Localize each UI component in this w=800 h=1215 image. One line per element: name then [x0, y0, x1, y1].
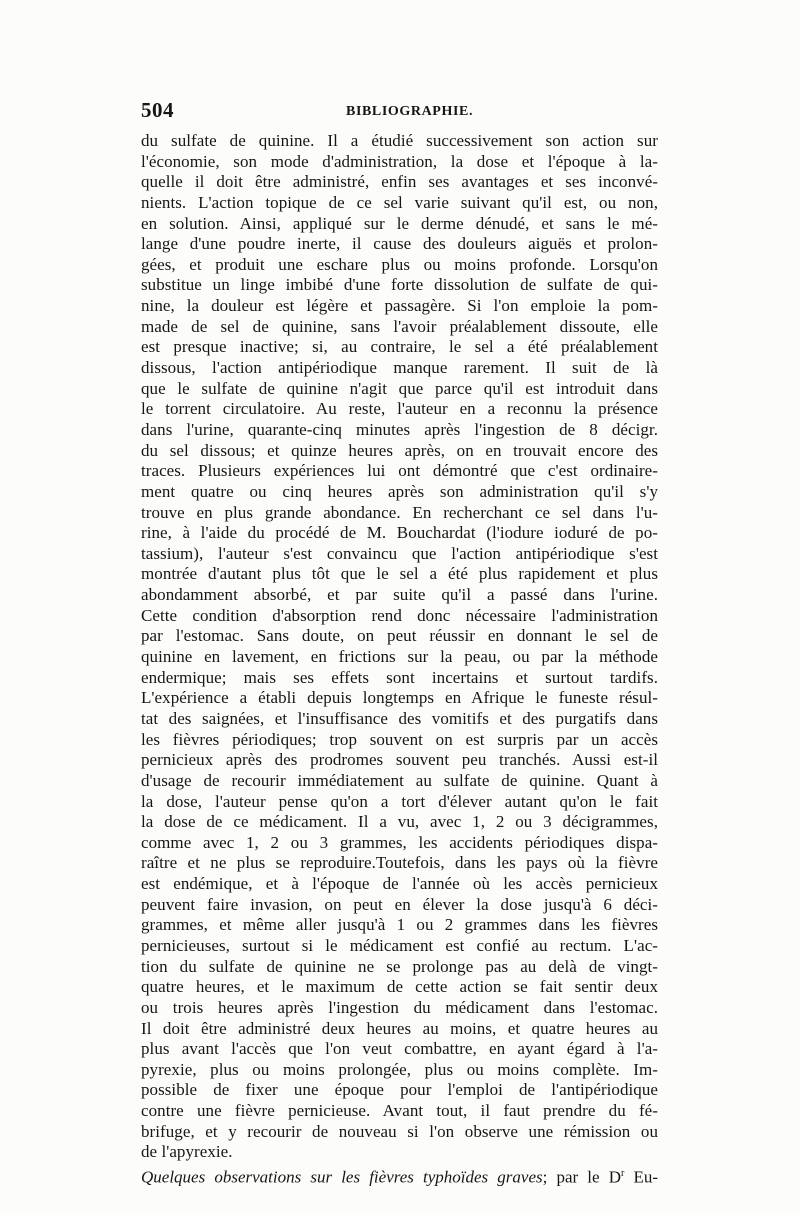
text-line: abondamment absorbé, et par suite qu'il a passé dans l'urine.: [141, 585, 658, 605]
text-line: grammes, et même aller jusqu'à 1 ou 2 grammes dans les fièvres: [141, 915, 658, 935]
text-line: pernicieuses, surtout si le médicament est confié au rectum. L'ac-: [141, 935, 658, 955]
text-line: L'expérience a établi depuis longtemps en Afrique le funeste résul-: [141, 688, 658, 708]
next-entry-superscript: r: [620, 1168, 625, 1180]
text-line: dissous, l'action antipériodique manque rarement. Il suit de là: [141, 358, 658, 378]
text-line: que le sulfate de quinine n'agit que parce qu'il est introduit dans: [141, 378, 658, 398]
text-line: rine, à l'aide du procédé de M. Bouchardat (l'iodure ioduré de po-: [141, 523, 658, 543]
text-line: dans l'urine, quarante-cinq minutes après l'ingestion de 8 décigr.: [141, 419, 658, 439]
text-line: substitue un linge imbibé d'une forte dissolution de sulfate de qui-: [141, 275, 658, 295]
text-line: contre une fièvre pernicieuse. Avant tout, il faut prendre du fé-: [141, 1101, 658, 1121]
text-line: raître et ne plus se reproduire.Toutefois, dans les pays où la fièvre: [141, 853, 658, 873]
text-line: made de sel de quinine, sans l'avoir préalablement dissoute, elle: [141, 316, 658, 336]
next-entry-continuation: Eu-: [624, 1167, 658, 1187]
next-entry-line: [141, 1163, 658, 1185]
text-line: le torrent circulatoire. Au reste, l'auteur en a reconnu la présence: [141, 399, 658, 419]
text-line: l'économie, son mode d'administration, la dose et l'époque à la-: [141, 151, 658, 171]
running-header: [141, 98, 658, 128]
text-line: la dose, l'auteur pense qu'on a tort d'élever autant qu'on le fait: [141, 791, 658, 811]
body-text: [141, 131, 658, 1185]
text-line: Il doit être administré deux heures au moins, et quatre heures au: [141, 1018, 658, 1038]
text-line: trouve en plus grande abondance. En recherchant ce sel dans l'u-: [141, 502, 658, 522]
next-entry-title: Quelques observations sur les fièvres typhoïdes graves: [141, 1167, 543, 1187]
text-line: gées, et produit une eschare plus ou moins profonde. Lorsqu'on: [141, 254, 658, 274]
text-line: comme avec 1, 2 ou 3 grammes, les accidents périodiques dispa-: [141, 832, 658, 852]
text-line: du sel dissous; et quinze heures après, on en trouvait encore des: [141, 440, 658, 460]
text-line: possible de fixer une époque pour l'emploi de l'antipériodique: [141, 1080, 658, 1100]
text-line: pyrexie, plus ou moins prolongée, plus ou moins complète. Im-: [141, 1059, 658, 1079]
paragraph-lines: [141, 131, 658, 1163]
text-line: brifuge, et y recourir de nouveau si l'on observe une rémission ou: [141, 1121, 658, 1141]
text-line: en solution. Ainsi, appliqué sur le derme dénudé, et sans le mé-: [141, 213, 658, 233]
text-line: ou trois heures après l'ingestion du médicament dans l'estomac.: [141, 997, 658, 1017]
text-line: d'usage de recourir immédiatement au sulfate de quinine. Quant à: [141, 770, 658, 790]
text-line: Cette condition d'absorption rend donc nécessaire l'administration: [141, 605, 658, 625]
text-line: pernicieux après des prodromes souvent peu tranchés. Aussi est-il: [141, 750, 658, 770]
text-line: nients. L'action topique de ce sel varie suivant qu'il est, ou non,: [141, 192, 658, 212]
text-line: ment quatre ou cinq heures après son administration qu'il s'y: [141, 481, 658, 501]
text-line: lange d'une poudre inerte, il cause des douleurs aiguës et prolon-: [141, 234, 658, 254]
running-title: BIBLIOGRAPHIE.: [346, 104, 474, 119]
text-line: la dose de ce médicament. Il a vu, avec 1, 2 ou 3 décigrammes,: [141, 812, 658, 832]
text-line: montrée d'autant plus tôt que le sel a été plus rapidement et plus: [141, 564, 658, 584]
next-entry-author-prefix: ; par le D: [542, 1167, 621, 1187]
text-line: est endémique, et à l'époque de l'année où les accès pernicieux: [141, 874, 658, 894]
text-line: du sulfate de quinine. Il a étudié successivement son action sur: [141, 131, 658, 150]
text-line: est presque inactive; si, au contraire, le sel a été préalablement: [141, 337, 658, 357]
page-number: 504: [141, 98, 174, 122]
text-line: traces. Plusieurs expériences lui ont démontré que c'est ordinaire-: [141, 461, 658, 481]
text-line: endermique; mais ses effets sont incertains et surtout tardifs.: [141, 667, 658, 687]
text-line: les fièvres périodiques; trop souvent on est surpris par un accès: [141, 729, 658, 749]
text-line: tat des saignées, et l'insuffisance des vomitifs et des purgatifs dans: [141, 708, 658, 728]
text-line: nine, la douleur est légère et passagère. Si l'on emploie la pom-: [141, 296, 658, 316]
text-line: par l'estomac. Sans doute, on peut réussir en donnant le sel de: [141, 626, 658, 646]
text-line: tion du sulfate de quinine ne se prolonge pas au delà de vingt-: [141, 956, 658, 976]
text-line: quatre heures, et le maximum de cette action se fait sentir deux: [141, 977, 658, 997]
text-line: peuvent faire invasion, on peut en élever la dose jusqu'à 6 déci-: [141, 894, 658, 914]
text-line: quelle il doit être administré, enfin ses avantages et ses inconvé-: [141, 172, 658, 192]
text-line: de l'apyrexie.: [141, 1142, 233, 1162]
text-line: quinine en lavement, en frictions sur la peau, ou par la méthode: [141, 647, 658, 667]
text-line: plus avant l'accès que l'on veut combattre, en ayant égard à l'a-: [141, 1039, 658, 1059]
text-line: tassium), l'auteur s'est convaincu que l'action antipériodique s'est: [141, 543, 658, 563]
